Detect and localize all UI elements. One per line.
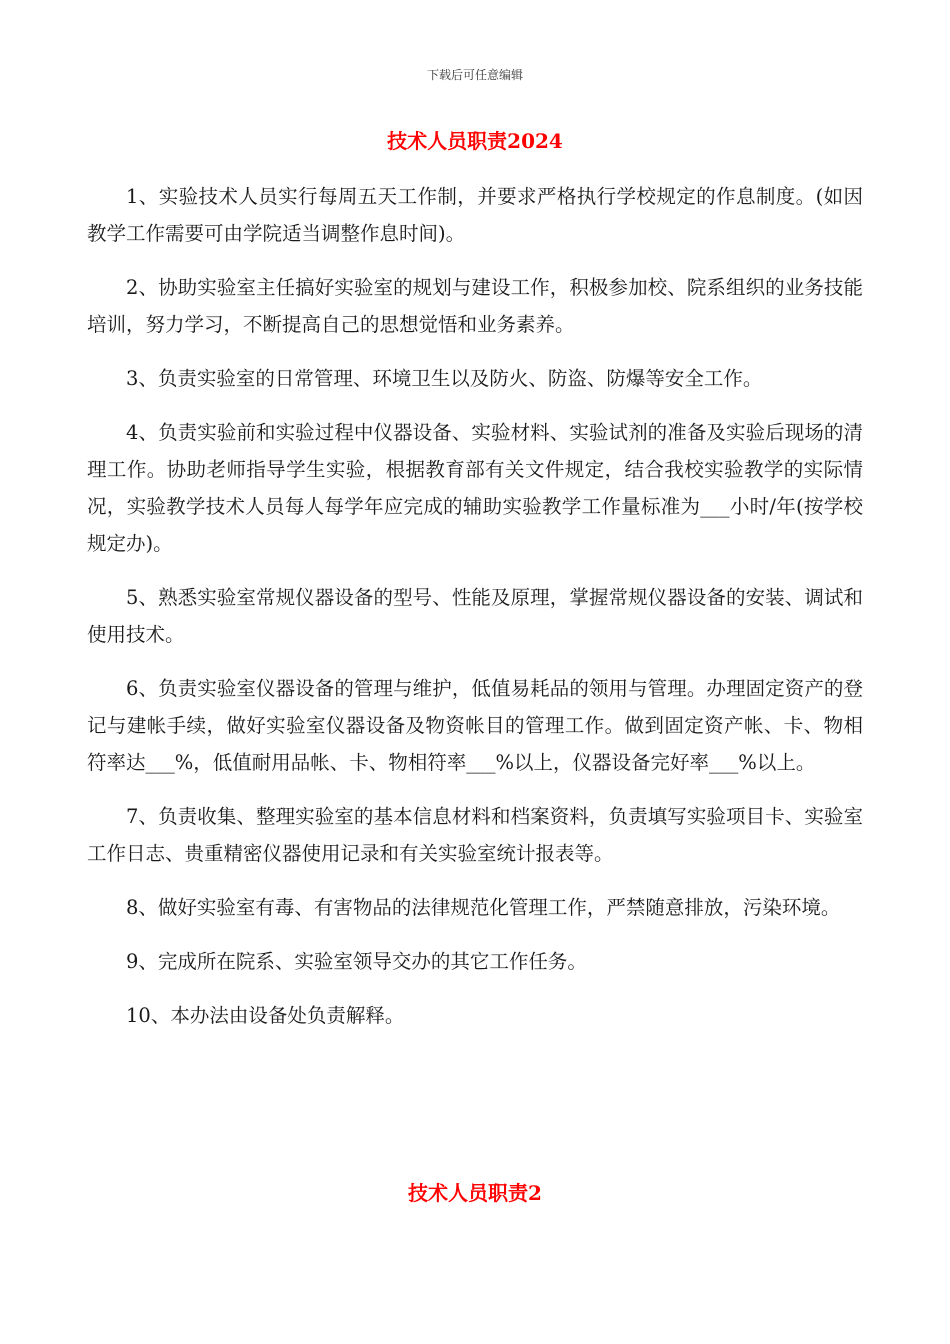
header-note: 下载后可任意编辑 <box>426 68 523 82</box>
document-title: 技术人员职责2024 <box>387 129 563 153</box>
paragraph-2: 2、协助实验室主任搞好实验室的规划与建设工作，积极参加校、院系组织的业务技能培训，努力学习，不断提高自己的思想觉悟和业务素养。 <box>87 276 863 336</box>
paragraph-6: 6、负责实验室仪器设备的管理与维护，低值易耗品的领用与管理。办理固定资产的登记与建帐手续，做好实验室仪器设备及物资帐目的管理工作。做到固定资产帐、卡、物相符率达___%，低值耐用品帐、卡、物相符率___%以上，仪器设备完好率___%以上。 <box>87 677 863 774</box>
section-title-2: 技术人员职责2 <box>408 1181 542 1205</box>
paragraph-7: 7、负责收集、整理实验室的基本信息材料和档案资料，负责填写实验项目卡、实验室工作日志、贵重精密仪器使用记录和有关实验室统计报表等。 <box>87 805 863 865</box>
paragraph-8: 8、做好实验室有毒、有害物品的法律规范化管理工作，严禁随意排放，污染环境。 <box>126 896 841 919</box>
paragraph-3: 3、负责实验室的日常管理、环境卫生以及防火、防盗、防爆等安全工作。 <box>126 367 763 390</box>
paragraph-1: 1、实验技术人员实行每周五天工作制，并要求严格执行学校规定的作息制度。(如因教学工作需要可由学院适当调整作息时间)。 <box>87 185 863 245</box>
paragraph-9: 9、完成所在院系、实验室领导交办的其它工作任务。 <box>126 950 587 973</box>
paragraph-4: 4、负责实验前和实验过程中仪器设备、实验材料、实验试剂的准备及实验后现场的清理工作。协助老师指导学生实验，根据教育部有关文件规定，结合我校实验教学的实际情况，实验教学技术人员每人每学年应完成的辅助实验教学工作量标准为___小时/年(按学校规定办)。 <box>87 421 863 555</box>
document-body <box>87 178 863 1051</box>
paragraph-5: 5、熟悉实验室常规仪器设备的型号、性能及原理，掌握常规仪器设备的安装、调试和使用技术。 <box>87 586 863 646</box>
paragraph-10: 10、本办法由设备处负责解释。 <box>126 1004 405 1027</box>
